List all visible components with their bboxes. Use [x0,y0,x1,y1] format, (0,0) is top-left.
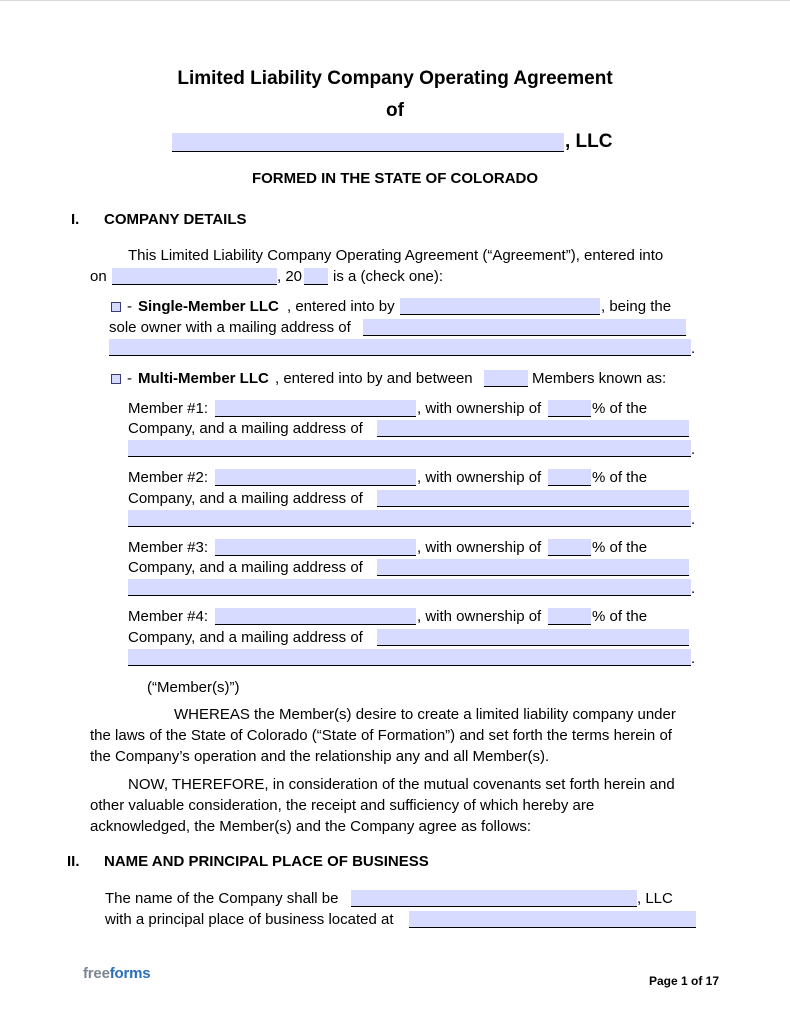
intro-on: on [90,268,107,285]
member-2-name-field[interactable] [215,469,416,486]
multi-member-label: Multi-Member LLC [138,370,269,387]
single-member-dash: - [127,298,132,315]
single-owner-address-field-1[interactable] [363,319,686,336]
section-1-heading: COMPANY DETAILS [104,211,247,228]
member-4-percent-label: % of the [592,608,648,625]
single-member-address-label: sole owner with a mailing address of [109,319,351,336]
company-name-field[interactable] [172,133,564,152]
member-4-ownership-label: , with ownership of [417,608,542,625]
member-3-address-field-1[interactable] [377,559,689,576]
section-1-number: I. [71,211,80,228]
logo-part-2: forms [109,965,151,982]
now-therefore-line-1 [128,776,675,794]
principal-place-field[interactable] [409,911,696,928]
principal-place-label: with a principal place of business located at [105,911,394,928]
single-member-checkbox[interactable] [111,302,121,312]
freeforms-logo [83,965,150,982]
member-1-period: . [691,441,696,458]
section-2-company-name-field[interactable] [351,890,637,907]
member-3-address-label: Company, and a mailing address of [128,559,363,576]
document-title-of: of [386,100,404,121]
agreement-year-field[interactable] [304,268,328,285]
member-1-percent-label: % of the [592,400,648,417]
page-number: Page 1 of 17 [649,974,720,988]
member-2-percent-field[interactable] [548,469,591,486]
company-name-line-label: The name of the Company shall be [105,890,339,907]
intro-line-1: This Limited Liability Company Operating Agreement (“Agreement”), entered into [128,247,664,264]
member-3-percent-label: % of the [592,539,648,556]
intro-year-prefix: , 20 [277,268,303,285]
single-member-label: Single-Member LLC [138,298,279,315]
logo-part-1: free [83,965,110,982]
section-2-number: II. [67,853,80,870]
now-therefore-line-3: acknowledged, the Member(s) and the Company agree as follows: [90,818,532,835]
member-4-percent-field[interactable] [548,608,591,625]
page-top-border [0,0,790,1]
now-therefore-line-2: other valuable consideration, the receipt and sufficiency of which hereby are [90,797,595,814]
member-4-address-field-2[interactable] [128,649,691,666]
single-member-text-1: , entered into by [287,298,395,315]
members-note: (“Member(s)”) [147,679,240,696]
multi-member-text-2: Members known as: [532,370,667,387]
member-1-ownership-label: , with ownership of [417,400,542,417]
now-therefore-lead: NOW, THEREFORE [128,776,265,793]
member-2-percent-label: % of the [592,469,648,486]
member-1-address-field-1[interactable] [377,420,689,437]
member-4-address-field-1[interactable] [377,629,689,646]
member-4-name-field[interactable] [215,608,416,625]
member-2-period: . [691,511,696,528]
single-owner-address-field-2[interactable] [109,339,691,356]
whereas-line-3: the Company’s operation and the relationship any and all Member(s). [90,748,550,765]
member-4-address-label: Company, and a mailing address of [128,629,363,646]
member-3-period: . [691,580,696,597]
member-2-address-field-1[interactable] [377,490,689,507]
section-2-heading: NAME AND PRINCIPAL PLACE OF BUSINESS [104,853,429,870]
member-3-label: Member #3: [128,539,209,556]
now-therefore-text-1: , in consideration of the mutual covenants set forth herein and [264,776,675,793]
whereas-line-1: WHEREAS the Member(s) desire to create a limited liability company under [174,706,676,723]
member-3-address-field-2[interactable] [128,579,691,596]
member-3-percent-field[interactable] [548,539,591,556]
member-1-name-field[interactable] [215,400,416,417]
member-1-percent-field[interactable] [548,400,591,417]
intro-check-one: is a (check one): [333,268,444,285]
member-2-label: Member #2: [128,469,209,486]
agreement-date-field[interactable] [112,268,277,285]
single-owner-name-field[interactable] [400,298,600,315]
company-name-line-suffix: , LLC [637,890,673,907]
single-member-text-2: , being the [601,298,672,315]
whereas-line-2: the laws of the State of Colorado (“State of Formation”) and set forth the terms herein of [90,727,672,744]
member-1-address-field-2[interactable] [128,440,691,457]
member-4-period: . [691,650,696,667]
single-member-period: . [691,340,696,357]
member-1-label: Member #1: [128,400,209,417]
member-3-name-field[interactable] [215,539,416,556]
multi-member-dash: - [127,370,132,387]
llc-suffix: , LLC [565,131,613,152]
document-title: Limited Liability Company Operating Agreement [177,68,613,89]
formed-state-line: FORMED IN THE STATE OF COLORADO [251,170,539,187]
member-2-address-label: Company, and a mailing address of [128,490,363,507]
multi-member-checkbox[interactable] [111,374,121,384]
member-2-ownership-label: , with ownership of [417,469,542,486]
multi-member-text-1: , entered into by and between [275,370,473,387]
member-4-label: Member #4: [128,608,209,625]
member-count-field[interactable] [484,370,528,387]
member-3-ownership-label: , with ownership of [417,539,542,556]
member-2-address-field-2[interactable] [128,510,691,527]
member-1-address-label: Company, and a mailing address of [128,420,363,437]
